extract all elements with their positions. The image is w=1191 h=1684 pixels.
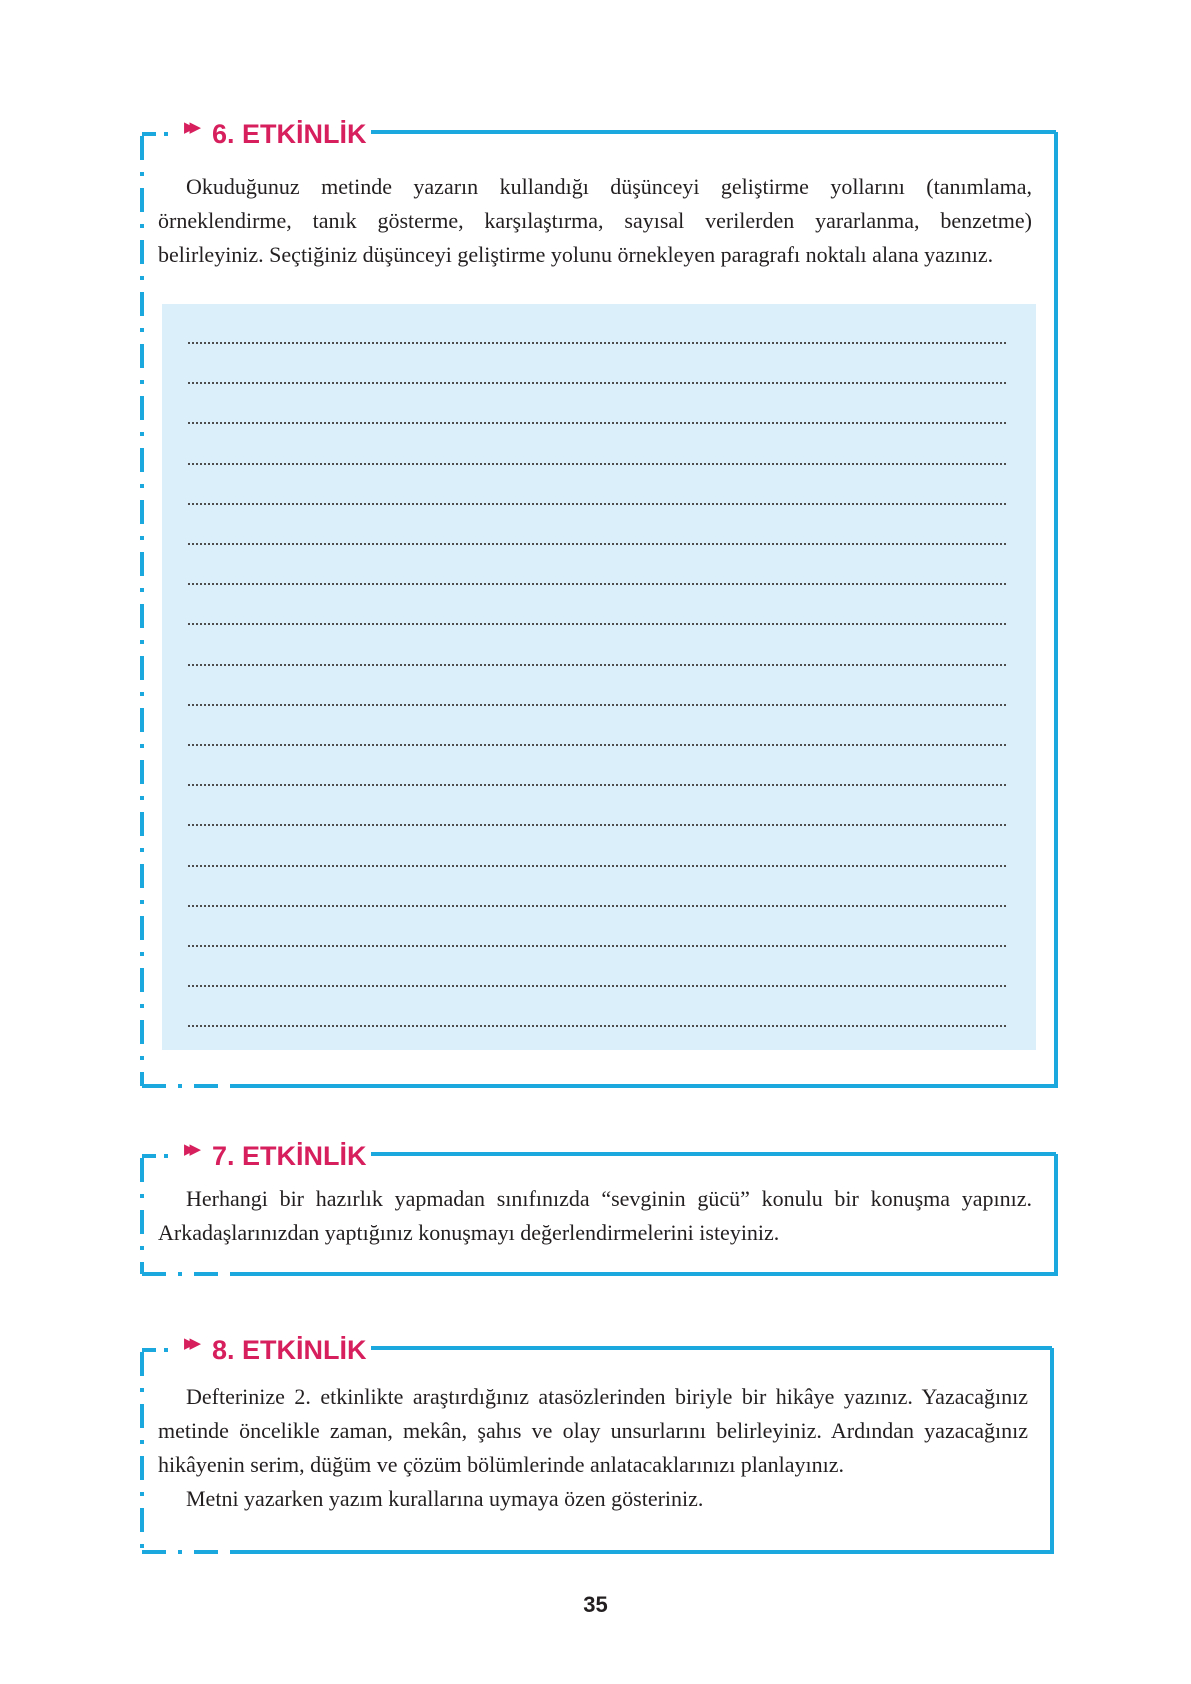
dotted-line[interactable] — [188, 382, 1006, 384]
dotted-line[interactable] — [188, 824, 1006, 826]
activity-6-title: 6. ETKİNLİK — [212, 118, 371, 150]
dotted-line[interactable] — [188, 1025, 1006, 1027]
double-triangle-icon: ▶▶ — [184, 118, 196, 136]
activity-8-instructions: Defterinize 2. etkinlikte araştırdığınız atasözlerinden biriyle bir hikâye yazınız. Yazacağınız metinde öncelikle zaman, mekân, şahıs ve olay unsurlarını belirleyiniz. Ardından yazacağınız hikâyenin serim, düğüm ve çözüm bölümlerinde anlatacaklarınızı planlayınız. Metni yazarken yazım kurallarına uymaya özen gösteriniz. — [158, 1384, 1028, 1511]
double-triangle-icon: ▶▶ — [184, 1334, 196, 1352]
double-triangle-icon: ▶▶ — [184, 1140, 196, 1158]
activity-8-title: 8. ETKİNLİK — [212, 1334, 371, 1366]
dotted-line[interactable] — [188, 583, 1006, 585]
activity-8-box — [140, 1336, 1056, 1556]
activity-6-instructions: Okuduğunuz metinde yazarın kullandığı düşünceyi geliştirme yollarını (tanımlama, örneklendirme, tanık gösterme, karşılaştırma, sayısal verilerden yararlanma, benzetme) belirleyiniz. Seçtiğiniz düşünceyi geliştirme yolunu örnekleyen paragrafı noktalı alana yazınız. — [158, 174, 1032, 267]
dotted-line[interactable] — [188, 422, 1006, 424]
dotted-line[interactable] — [188, 865, 1006, 867]
dotted-line[interactable] — [188, 664, 1006, 666]
dotted-line[interactable] — [188, 784, 1006, 786]
dotted-line[interactable] — [188, 543, 1006, 545]
dotted-line[interactable] — [188, 985, 1006, 987]
dotted-line[interactable] — [188, 342, 1006, 344]
page-number: 35 — [583, 1592, 608, 1617]
writing-area[interactable] — [162, 304, 1036, 1050]
dotted-line[interactable] — [188, 623, 1006, 625]
dotted-line[interactable] — [188, 905, 1006, 907]
dotted-line[interactable] — [188, 945, 1006, 947]
dotted-line[interactable] — [188, 744, 1006, 746]
activity-7-box — [140, 1142, 1060, 1277]
activity-7-instructions: Herhangi bir hazırlık yapmadan sınıfınızda “sevginin gücü” konulu bir konuşma yapınız. Arkadaşlarınızdan yaptığınız konuşmayı değerlendirmelerini isteyiniz. — [158, 1186, 1032, 1245]
dotted-line[interactable] — [188, 503, 1006, 505]
dotted-line[interactable] — [188, 463, 1006, 465]
dotted-line[interactable] — [188, 704, 1006, 706]
activity-6-box — [140, 120, 1060, 1090]
activity-7-title: 7. ETKİNLİK — [212, 1140, 371, 1172]
